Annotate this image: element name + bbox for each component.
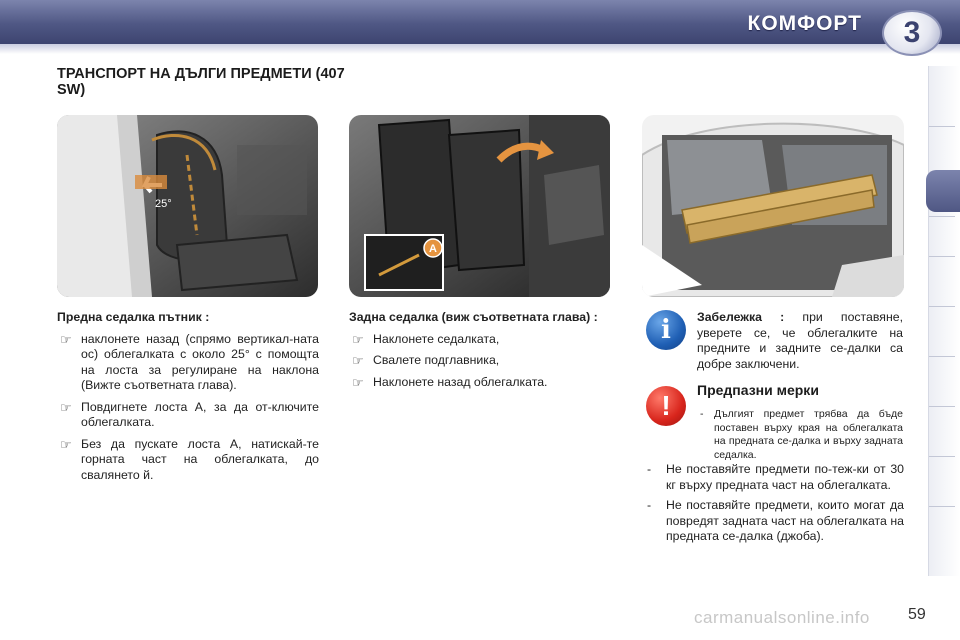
front-seat-photo <box>57 115 318 297</box>
rear-seat-photo <box>349 115 610 297</box>
page-number: 59 <box>908 606 926 623</box>
long-object-photo <box>642 115 904 297</box>
info-icon: i <box>646 310 686 350</box>
chapter-index-rail <box>928 66 960 576</box>
list-item: ☞ Наклонете седалката, <box>352 331 500 347</box>
list-item: - Не поставяйте предмети, които могат да повредят задната част на облегалката на предната се-далка (джоба). <box>647 498 904 543</box>
pointing-hand-icon: ☞ <box>60 436 72 452</box>
rear-seat-heading: Задна седалка (виж съответната глава) : <box>349 310 598 324</box>
marker-label: A <box>429 243 437 255</box>
list-item: - Не поставяйте предмети по-теж-ки от 30 кг върху предната част на облегалката. <box>647 462 904 492</box>
pointing-hand-icon: ☞ <box>352 331 364 347</box>
list-item: ☞ наклонете назад (спрямо вертикал-ната ос) облегалката с около 25° с помощта на лоста за регулиране на наклона (Вижте съответната глава). <box>60 331 319 392</box>
page-header <box>0 0 960 58</box>
active-chapter-tab[interactable] <box>926 170 960 212</box>
list-item: - Дългият предмет трябва да бъде поставен върху края на облегалката на предната се-далка и върху задната седалка. <box>700 408 903 461</box>
chapter-number-badge: 3 <box>882 10 942 56</box>
front-seat-instructions <box>57 310 319 489</box>
rear-seat-steps <box>349 332 611 391</box>
angle-label: 25° <box>155 198 172 210</box>
front-seat-steps <box>57 332 319 484</box>
rear-seat-instructions <box>349 310 611 396</box>
pointing-hand-icon: ☞ <box>352 374 364 390</box>
warning-icon: ! <box>646 386 686 426</box>
list-item: ☞ Свалете подглавника, <box>352 353 500 368</box>
watermark: carmanualsonline.info <box>694 608 870 627</box>
pointing-hand-icon: ☞ <box>60 399 72 415</box>
precaution-list <box>646 462 904 550</box>
pointing-hand-icon: ☞ <box>60 331 72 347</box>
section-title: ТРАНСПОРТ НА ДЪЛГИ ПРЕДМЕТИ (407 SW) <box>57 66 345 98</box>
pointing-hand-icon: ☞ <box>352 353 364 368</box>
list-item: ☞ Повдигнете лоста A, за да от-ключите облегалката. <box>60 399 319 429</box>
list-item: ☞ Наклонете назад облегалката. <box>352 374 548 390</box>
note-box <box>697 310 903 372</box>
note-label: Забележка : <box>697 310 785 324</box>
list-item: ☞ Без да пускате лоста A, натискай-те горната част на облегалката, до свалянето й. <box>60 436 319 482</box>
precautions-title: Предпазни мерки <box>697 382 819 398</box>
precaution-note <box>700 408 903 462</box>
note-text: при поставяне, уверете се, че облегалките на предните и задните се-далки са добре заключени. <box>697 310 903 371</box>
front-seat-heading: Предна седалка пътник : <box>57 310 210 324</box>
chapter-title: КОМФОРТ <box>747 12 862 35</box>
